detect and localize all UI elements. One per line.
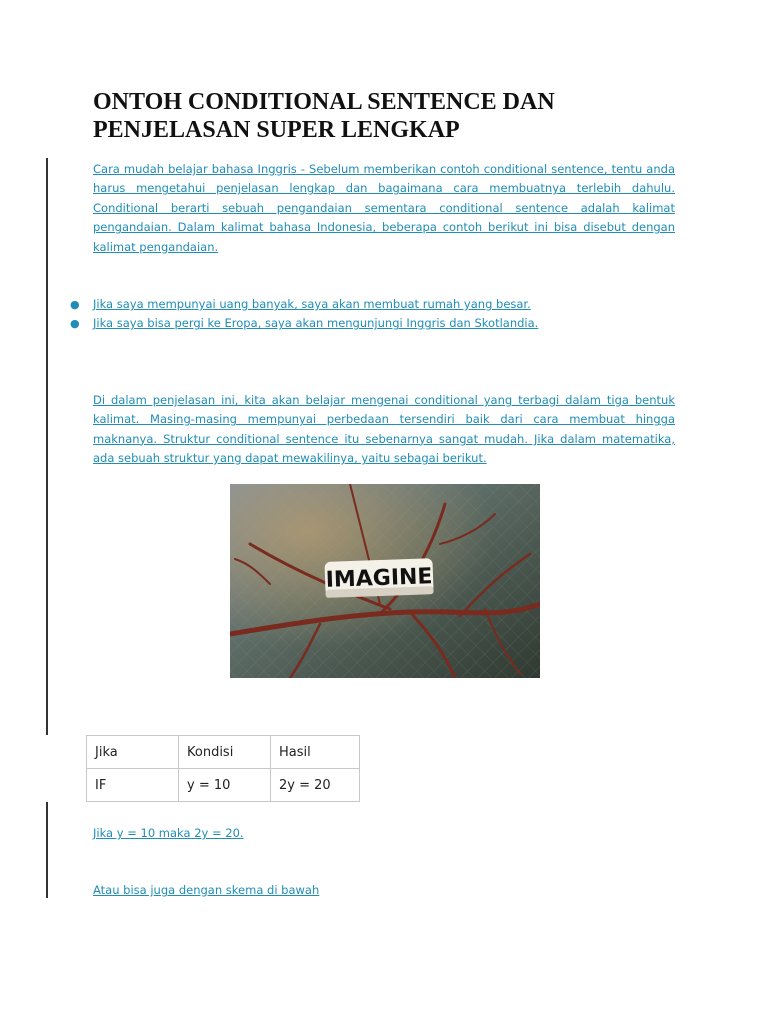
list-item-text: Jika saya bisa pergi ke Eropa, saya akan mengunjungi Inggris dan Skotlandia. (93, 316, 539, 331)
table-cell: IF (87, 769, 179, 802)
bullet-icon: ● (70, 317, 80, 331)
bullet-icon: ● (70, 298, 80, 311)
table-cell: Jika (87, 736, 179, 769)
table-cell: Hasil (271, 736, 360, 769)
margin-rule-top (46, 158, 48, 735)
list-item[interactable] (70, 314, 538, 333)
scheme-link[interactable]: Atau bisa juga dengan skema di bawah (93, 883, 320, 897)
margin-rule-bottom (46, 802, 48, 898)
list-item[interactable] (70, 295, 538, 314)
table-cell: y = 10 (179, 769, 271, 802)
imagine-photo-art (230, 484, 540, 678)
table-cell: Kondisi (179, 736, 271, 769)
table-row (87, 769, 360, 802)
intro-paragraph[interactable]: Cara mudah belajar bahasa Inggris - Sebelum memberikan contoh conditional sentence, tentu anda harus mengetahui penjelasan lengkap dan bagaimana cara membuatnya terlebih dahulu. Conditional berarti sebuah pengandaian sementara conditional sentence adalah kalimat pengandaian. Dalam kalimat bahasa Indonesia, beberapa contoh berikut ini bisa disebut dengan kalimat pengandaian. (93, 162, 675, 254)
page-title: ONTOH CONDITIONAL SENTENCE DAN PENJELASAN SUPER LENGKAP (93, 89, 555, 143)
imagine-photo (230, 484, 540, 678)
example-list (70, 295, 538, 334)
table-cell: 2y = 20 (271, 769, 360, 802)
explanation-paragraph[interactable]: Di dalam penjelasan ini, kita akan belajar mengenai conditional yang terbagi dalam tiga bentuk kalimat. Masing-masing mempunyai perbedaan tersendiri baik dari cara membuat hingga maknanya. Struktur conditional sentence itu sebenarnya sangat mudah. Jika dalam matematika, ada sebuah struktur yang dapat mewakilinya, yaitu sebagai berikut. (93, 393, 675, 466)
condition-table (86, 735, 360, 802)
table-row (87, 736, 360, 769)
example-link[interactable]: Jika y = 10 maka 2y = 20. (93, 826, 244, 840)
imagine-band-text: IMAGINE (325, 564, 433, 593)
list-item-text: Jika saya mempunyai uang banyak, saya akan membuat rumah yang besar. (93, 297, 531, 311)
